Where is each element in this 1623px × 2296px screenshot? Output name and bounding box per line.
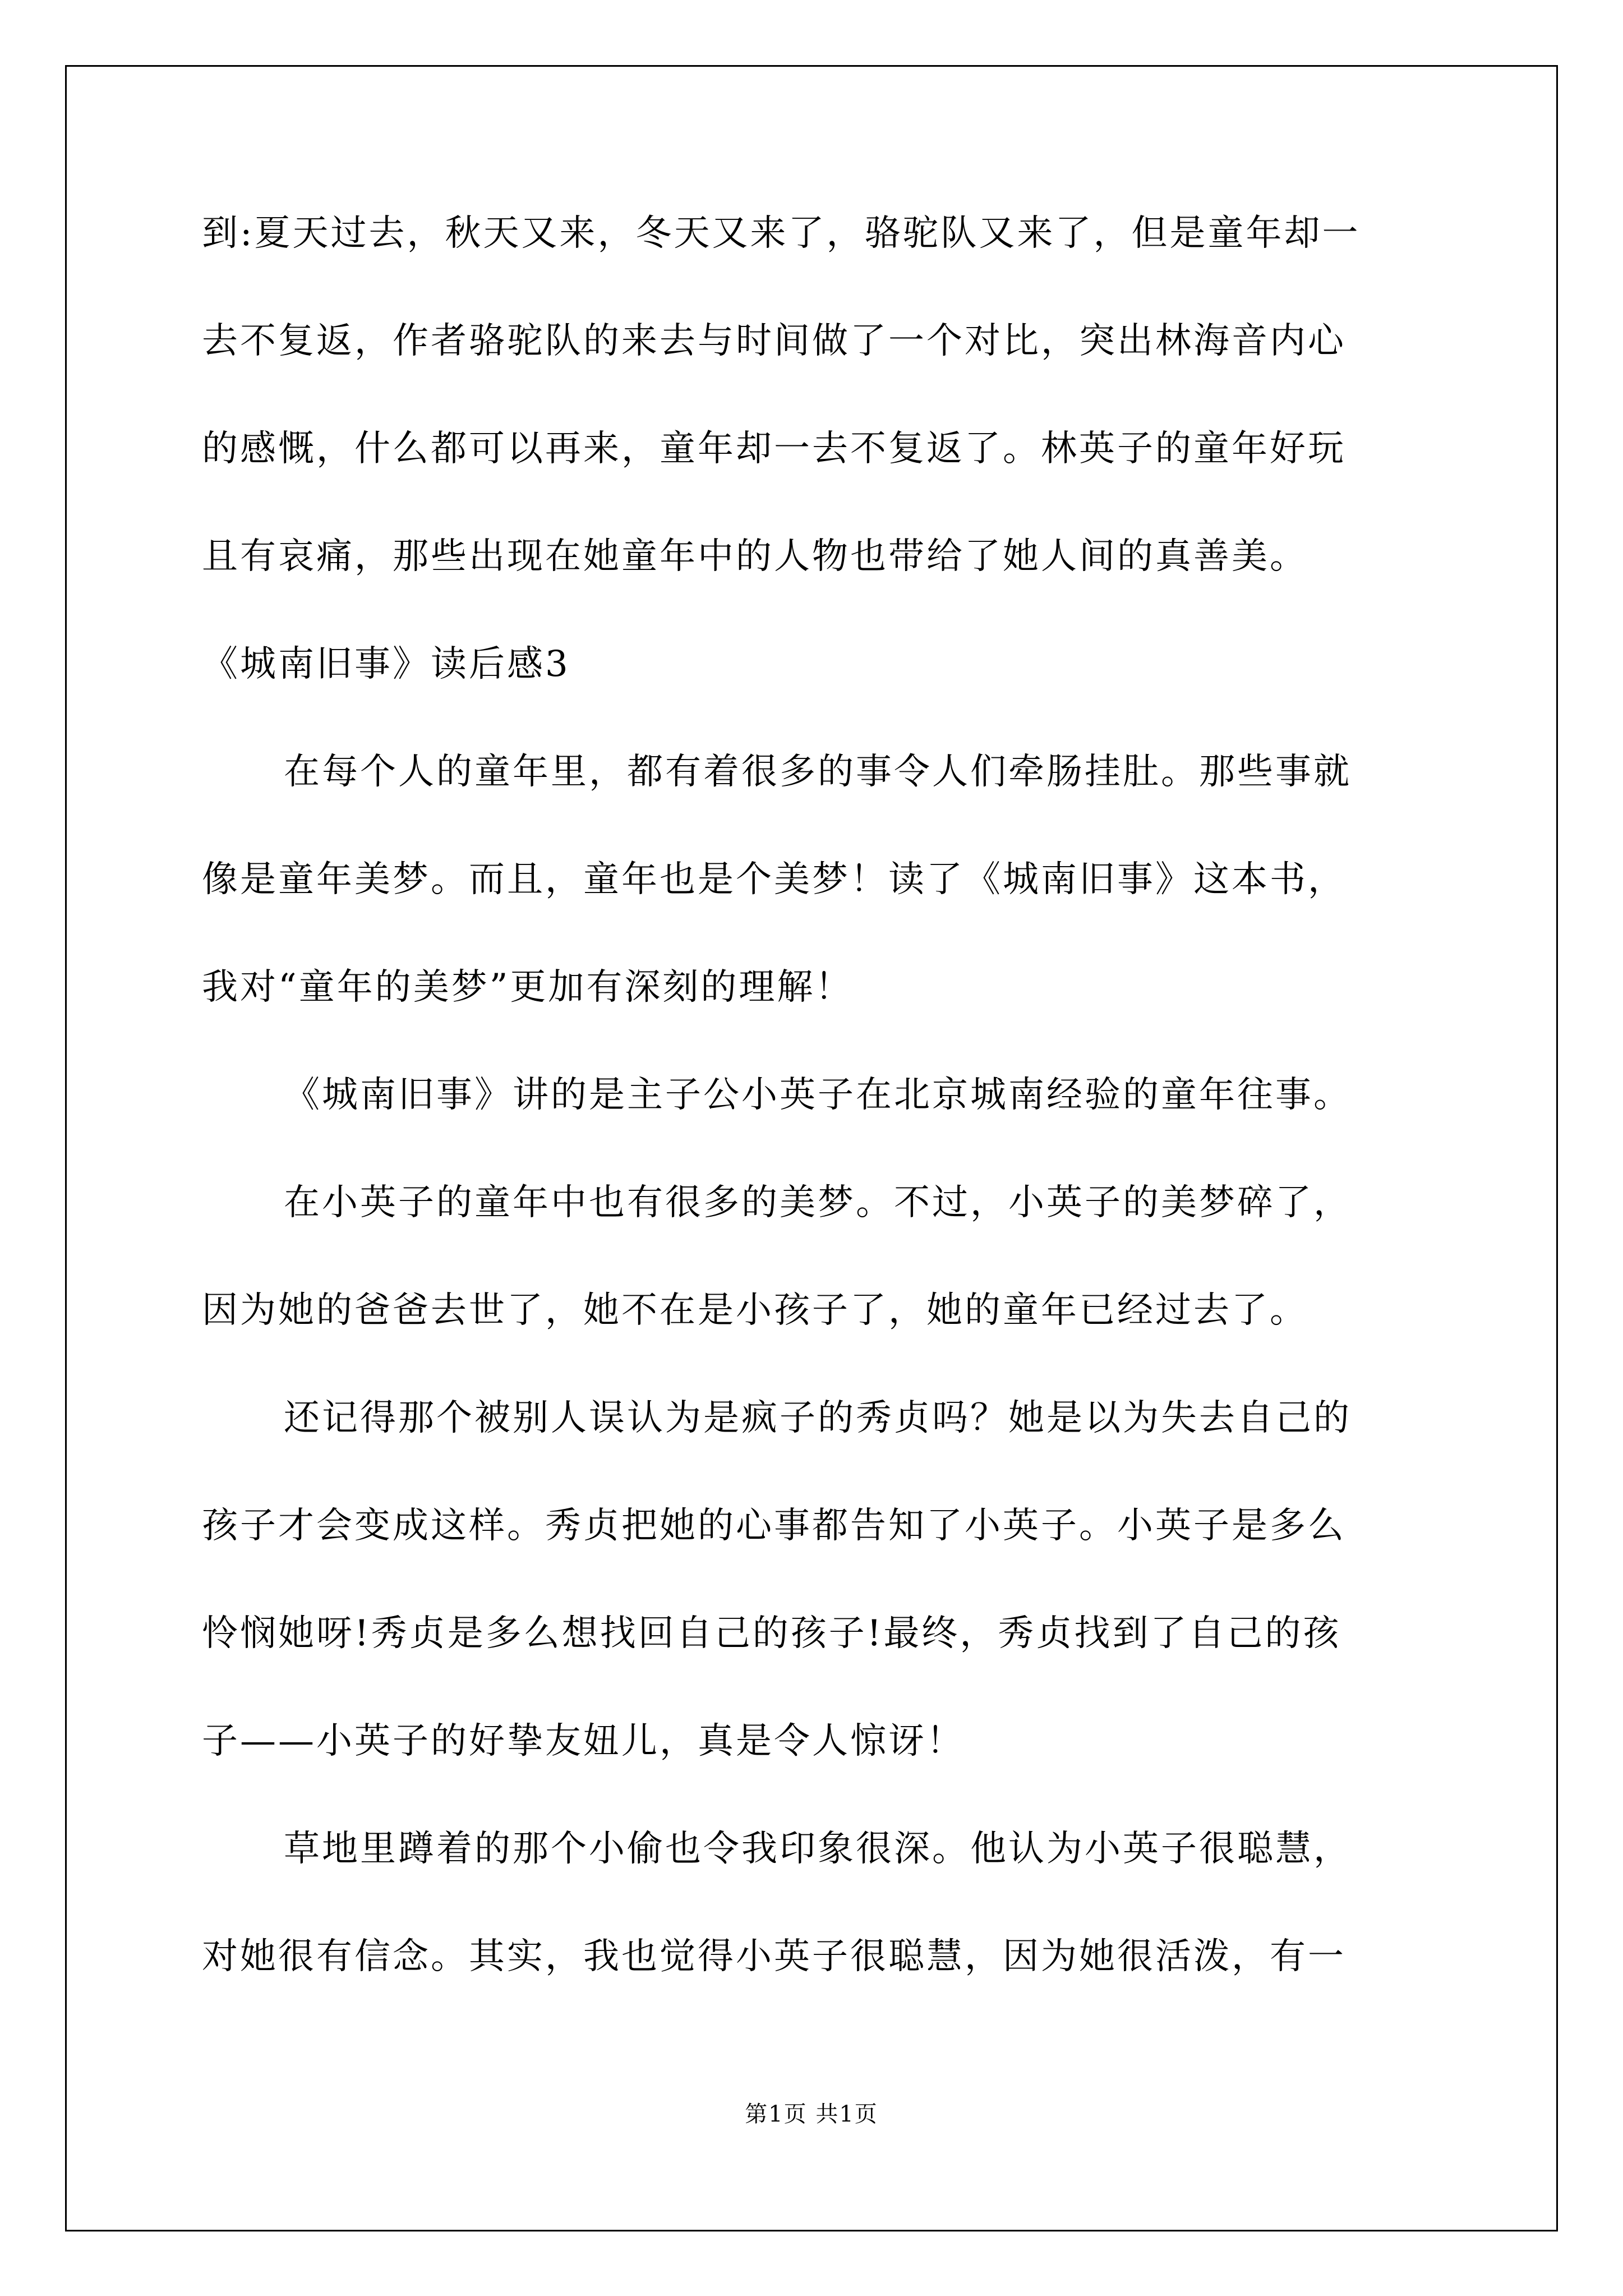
section-heading: 《城南旧事》读后感3	[202, 643, 570, 685]
paragraph-start-line: 在小英子的童年中也有很多的美梦。不过，小英子的美梦碎了，	[284, 1182, 1352, 1223]
text-line: 的感慨，什么都可以再来，童年却一去不复返了。林英子的童年好玩	[202, 428, 1346, 470]
text-line: 因为她的爸爸去世了，她不在是小孩子了，她的童年已经过去了。	[202, 1290, 1308, 1331]
text-line: 像是童年美梦。而且，童年也是个美梦！读了《城南旧事》这本书，	[202, 859, 1346, 900]
text-line: 对她很有信念。其实，我也觉得小英子很聪慧，因为她很活泼，有一	[202, 1936, 1346, 1977]
text-line: 怜悯她呀!秀贞是多么想找回自己的孩子!最终，秀贞找到了自己的孩	[202, 1613, 1341, 1654]
text-line: 子——小英子的好挚友妞儿，真是令人惊讶！	[202, 1720, 965, 1762]
text-line: 孩子才会变成这样。秀贞把她的心事都告知了小英子。小英子是多么	[202, 1505, 1346, 1547]
text-line: 且有哀痛，那些出现在她童年中的人物也带给了她人间的真善美。	[202, 536, 1308, 577]
page-footer: 第1页 共1页	[745, 2101, 878, 2127]
paragraph-start-line: 草地里蹲着的那个小偷也令我印象很深。他认为小英子很聪慧，	[284, 1828, 1352, 1870]
text-line: 到:夏天过去，秋天又来，冬天又来了，骆驼队又来了，但是童年却一	[202, 213, 1361, 254]
document-body	[202, 215, 1430, 2046]
paragraph-start-line: 在每个人的童年里，都有着很多的事令人们牵肠挂肚。那些事就	[284, 751, 1352, 793]
paragraph-start-line: 《城南旧事》讲的是主子公小英子在北京城南经验的童年往事。	[284, 1074, 1352, 1116]
paragraph-start-line: 还记得那个被别人误认为是疯子的秀贞吗？她是以为失去自己的	[284, 1397, 1352, 1439]
text-line: 我对“童年的美梦”更加有深刻的理解！	[202, 967, 854, 1008]
text-line: 去不复返，作者骆驼队的来去与时间做了一个对比，突出林海音内心	[202, 320, 1346, 362]
